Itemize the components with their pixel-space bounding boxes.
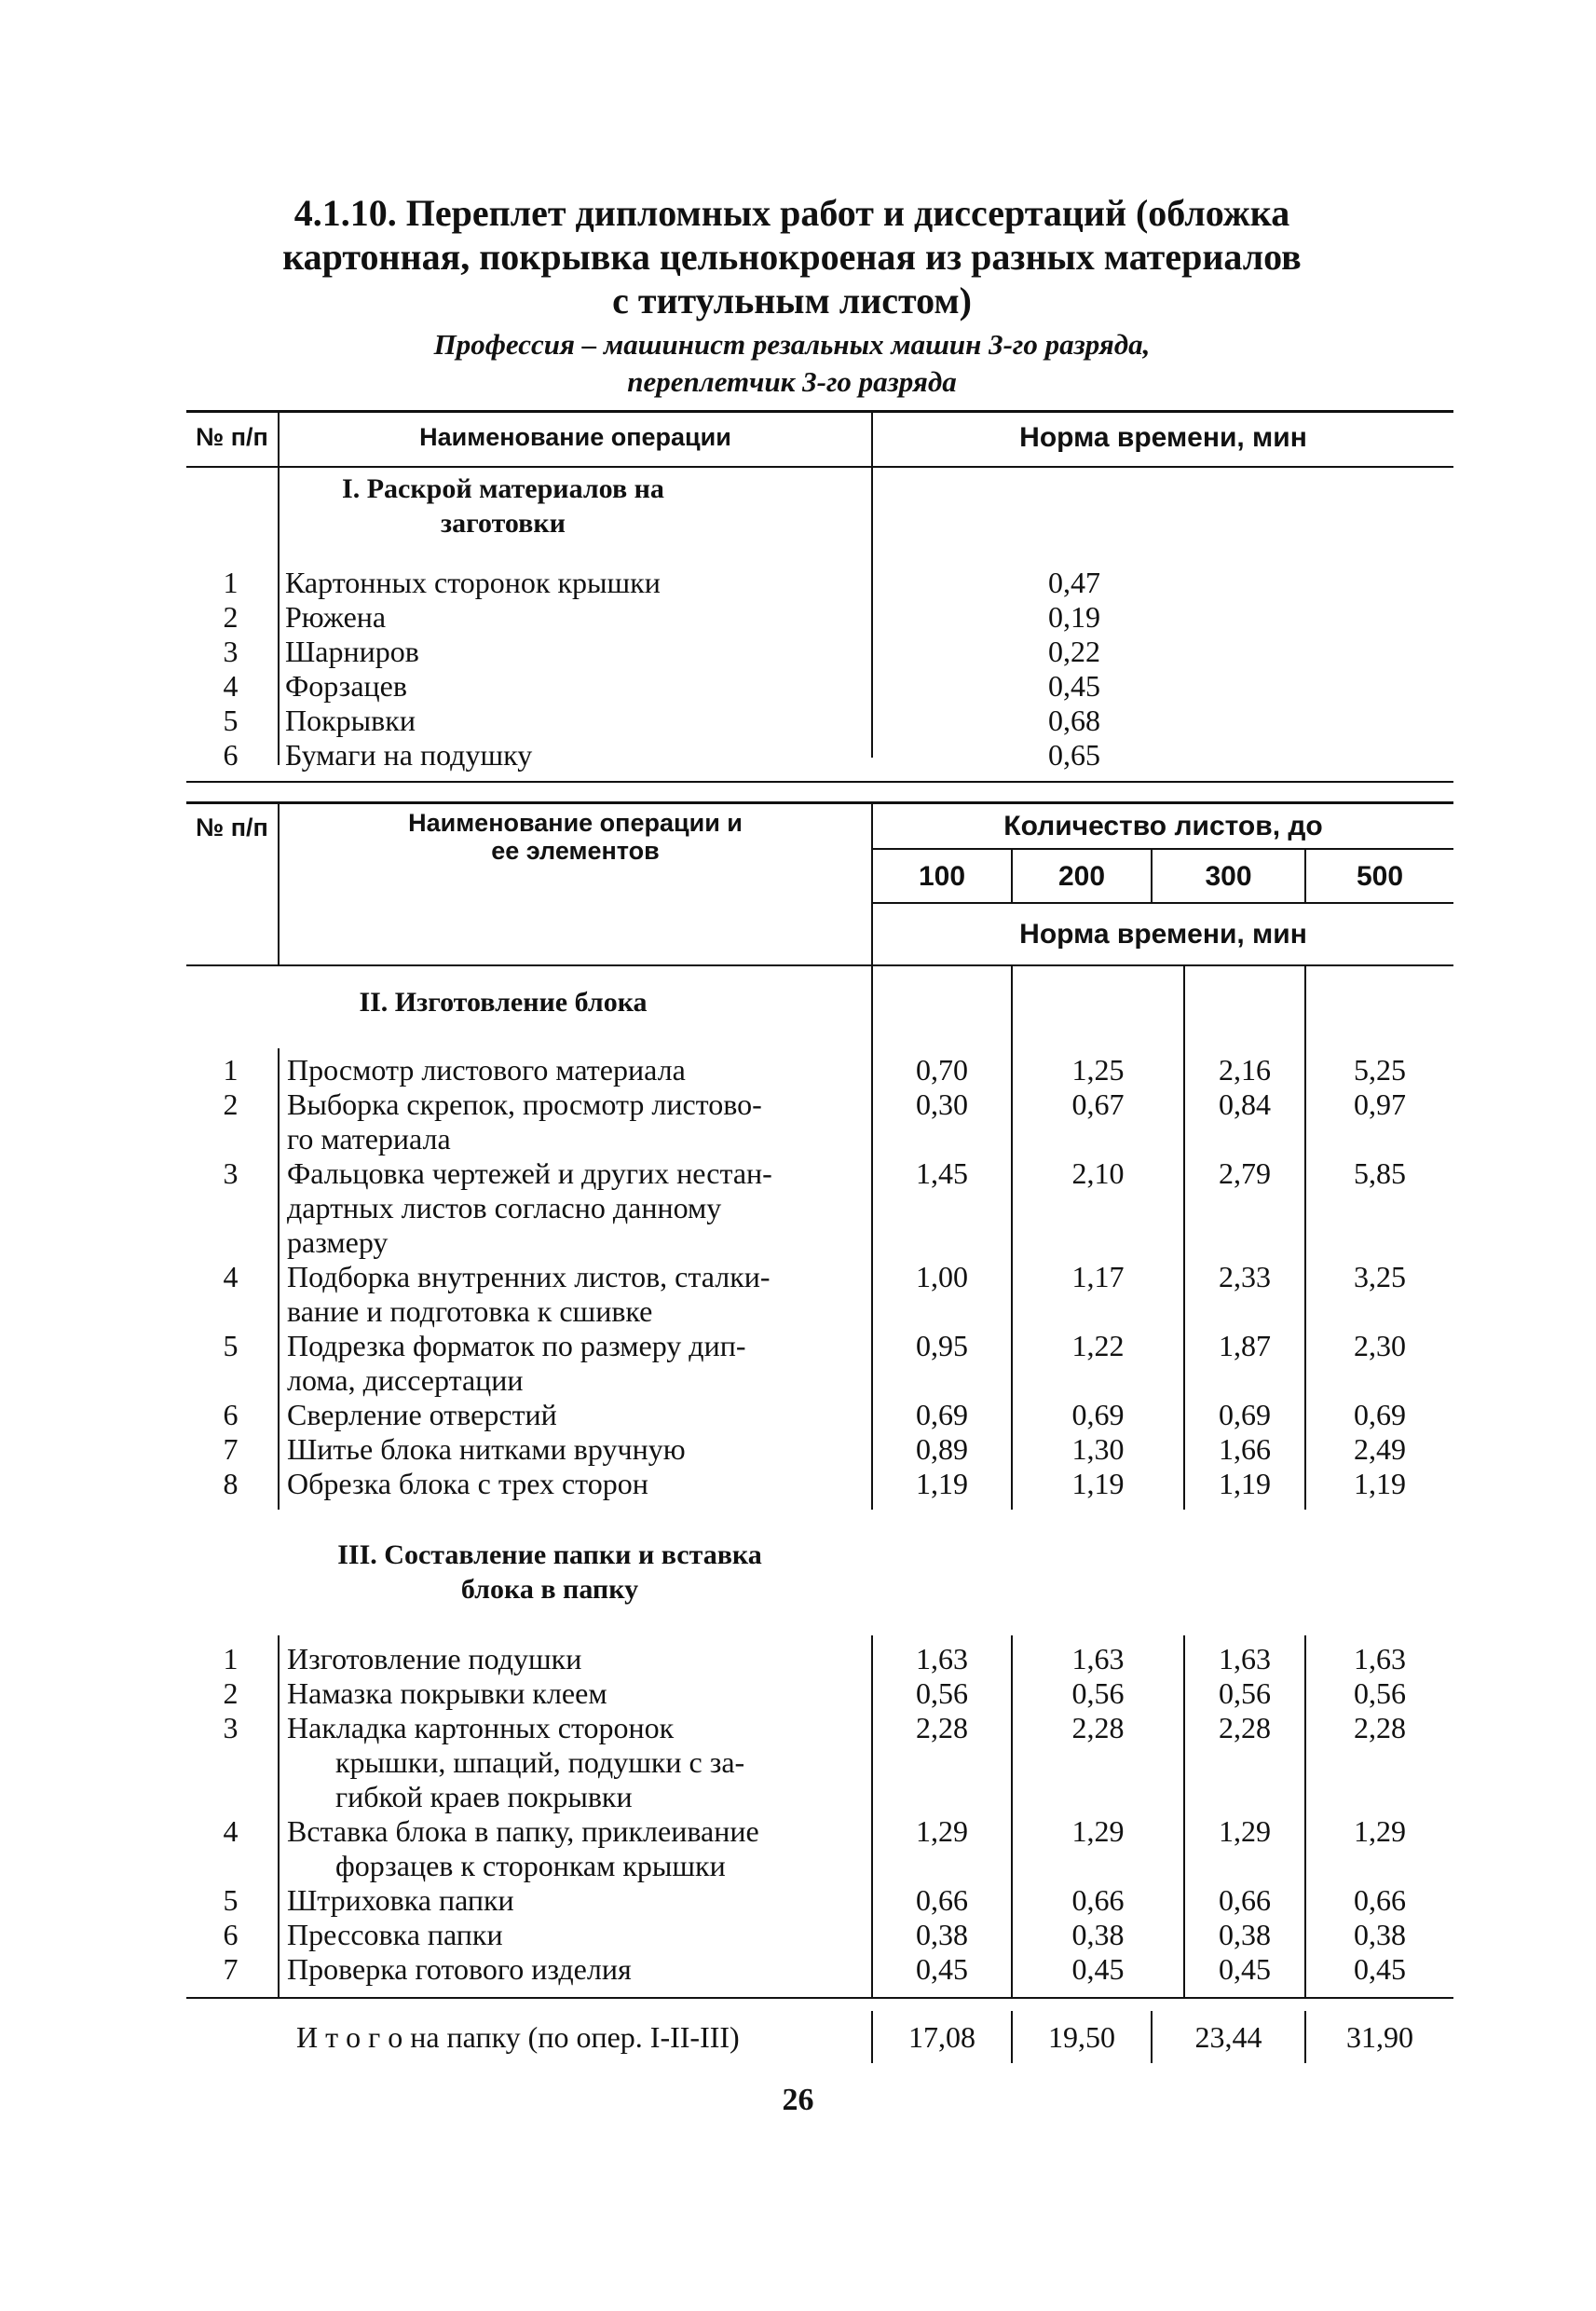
row-number: 1 — [223, 566, 239, 599]
norm-value: 1,45 — [916, 1156, 968, 1190]
row-number: 5 — [223, 704, 239, 737]
norm-value: 0,56 — [1219, 1676, 1271, 1710]
operation-name-line: лома, диссертации — [287, 1363, 524, 1397]
column-divider — [278, 411, 280, 765]
norm-value: 1,19 — [1219, 1467, 1271, 1500]
section-heading-line: III. Составление папки и вставка — [337, 1539, 762, 1570]
norm-value: 0,30 — [916, 1087, 968, 1121]
norm-value: 0,69 — [1071, 1398, 1125, 1431]
row-number: 3 — [223, 1156, 239, 1190]
total-value: 23,44 — [1194, 2020, 1262, 2054]
column-divider — [278, 1635, 280, 1997]
norm-value: 0,38 — [1071, 1918, 1125, 1951]
operation-name-line: гибкой краев покрывки — [335, 1780, 633, 1813]
operation-name-line: размеру — [287, 1225, 389, 1259]
row-number: 8 — [223, 1467, 239, 1500]
row-number: 4 — [223, 1260, 239, 1293]
row-number: 2 — [223, 1087, 239, 1121]
column-header-line: Наименование операции и — [408, 809, 743, 837]
column-header-300: 300 — [1205, 861, 1252, 892]
operation-name: Покрывки — [285, 704, 416, 737]
norm-value: 0,68 — [1048, 704, 1100, 737]
row-number: 2 — [223, 600, 239, 634]
norm-value: 5,85 — [1354, 1156, 1406, 1190]
norm-value: 1,19 — [1354, 1467, 1406, 1500]
row-number: 3 — [223, 635, 239, 668]
row-number: 6 — [223, 1918, 239, 1951]
section-heading-line: I. Раскрой материалов на — [342, 473, 664, 504]
total-value: 17,08 — [908, 2020, 975, 2054]
norm-value: 0,38 — [916, 1918, 968, 1951]
row-number: 7 — [223, 1952, 239, 1986]
norm-value: 1,00 — [916, 1260, 968, 1293]
column-header-200: 200 — [1057, 861, 1106, 892]
norm-value: 0,38 — [1354, 1918, 1406, 1951]
norm-value: 1,63 — [1354, 1642, 1406, 1675]
norm-value: 0,97 — [1354, 1087, 1406, 1121]
table-rule — [186, 410, 1453, 413]
operation-name-line: Сверление отверстий — [287, 1398, 557, 1431]
operation-name-line: Прессовка папки — [287, 1918, 503, 1951]
norm-value: 0,45 — [1048, 669, 1100, 703]
norm-value: 1,19 — [1071, 1467, 1125, 1500]
norm-value: 1,87 — [1219, 1329, 1271, 1362]
table-rule — [186, 801, 1453, 804]
operation-name-line: го материала — [287, 1122, 451, 1156]
norm-value: 0,69 — [1219, 1398, 1271, 1431]
operation-name: Рюжена — [285, 600, 387, 634]
row-number: 3 — [223, 1711, 239, 1744]
row-number: 4 — [223, 669, 239, 703]
section-heading — [280, 1538, 820, 1607]
page-title — [186, 191, 1398, 322]
total-value: 19,50 — [1048, 2020, 1115, 2054]
total-value: 31,90 — [1346, 2020, 1413, 2054]
operation-name-line: вание и подготовка к сшивке — [287, 1294, 653, 1328]
table-rule — [186, 781, 1453, 783]
operation-name-line: Обрезка блока с трех сторон — [287, 1467, 648, 1500]
row-number: 5 — [223, 1329, 239, 1362]
column-header-operation — [280, 809, 871, 865]
row-number: 2 — [223, 1676, 239, 1710]
norm-value: 1,17 — [1071, 1260, 1125, 1293]
norm-value: 0,66 — [1071, 1883, 1125, 1917]
row-number: 1 — [223, 1642, 239, 1675]
norm-value: 0,22 — [1048, 635, 1100, 668]
section-heading-line: заготовки — [441, 508, 566, 539]
norm-value: 2,10 — [1071, 1156, 1125, 1190]
operation-name-line: Подрезка форматок по размеру дип- — [287, 1329, 746, 1362]
operation-name-line: Фальцовка чертежей и других нестан- — [287, 1156, 772, 1190]
norm-value: 0,70 — [916, 1053, 968, 1087]
operation-name-line: Вставка блока в папку, приклеивание — [287, 1814, 759, 1848]
norm-value: 1,29 — [1354, 1814, 1406, 1848]
norm-value: 1,22 — [1071, 1329, 1125, 1362]
norm-value: 0,65 — [1048, 738, 1100, 772]
profession-caption — [186, 326, 1398, 401]
row-number: 1 — [223, 1053, 239, 1087]
total-label: И т о г о на папку (по опер. I-II-III) — [296, 2020, 740, 2054]
norm-value: 1,25 — [1071, 1053, 1125, 1087]
norm-value: 0,95 — [916, 1329, 968, 1362]
operation-name-line: Изготовление подушки — [287, 1642, 582, 1675]
section-heading — [280, 472, 727, 540]
norm-value: 0,45 — [916, 1952, 968, 1986]
norm-value: 0,67 — [1071, 1087, 1125, 1121]
table-rule — [186, 964, 1453, 966]
norm-value: 2,28 — [1219, 1711, 1271, 1744]
norm-value: 1,29 — [1219, 1814, 1271, 1848]
norm-value: 0,84 — [1219, 1087, 1271, 1121]
norm-value: 2,28 — [1354, 1711, 1406, 1744]
norm-value: 2,30 — [1354, 1329, 1406, 1362]
norm-value: 0,56 — [1071, 1676, 1125, 1710]
norm-value: 0,66 — [1219, 1883, 1271, 1917]
norm-value: 0,69 — [916, 1398, 968, 1431]
operation-name-line: Накладка картонных сторонок — [287, 1711, 675, 1744]
table-rule — [186, 1997, 1453, 1999]
title-line: 4.1.10. Переплет дипломных работ и диссертаций (обложка — [293, 192, 1290, 234]
norm-value: 1,29 — [1071, 1814, 1125, 1848]
operation-name-line: дартных листов согласно данному — [287, 1191, 722, 1224]
norm-value: 0,45 — [1071, 1952, 1125, 1986]
norm-value: 2,79 — [1219, 1156, 1271, 1190]
operation-name-line: Штриховка папки — [287, 1883, 514, 1917]
row-number: 6 — [223, 738, 239, 772]
norm-value: 2,28 — [916, 1711, 968, 1744]
column-header-norm: Норма времени, мин — [1019, 919, 1307, 950]
profession-line: Профессия – машинист резальных машин 3-го разряда, — [433, 328, 1151, 361]
section-heading-line: блока в папку — [460, 1574, 639, 1605]
column-divider — [871, 411, 873, 758]
operation-name-line: Проверка готового изделия — [287, 1952, 632, 1986]
operation-name-line: крышки, шпаций, подушки с за- — [335, 1745, 745, 1779]
table-rule — [186, 466, 1453, 468]
column-header-norm: Норма времени, мин — [1019, 422, 1307, 453]
section-heading: II. Изготовление блока — [359, 987, 648, 1018]
norm-value: 5,25 — [1354, 1053, 1406, 1087]
norm-value: 0,45 — [1219, 1952, 1271, 1986]
norm-value: 1,30 — [1071, 1432, 1125, 1466]
column-header-operation: Наименование операции — [419, 423, 731, 451]
row-number: 6 — [223, 1398, 239, 1431]
column-header-number: № п/п — [196, 423, 268, 451]
column-header-100: 100 — [918, 861, 966, 892]
norm-value: 1,63 — [1071, 1642, 1125, 1675]
norm-value: 0,38 — [1219, 1918, 1271, 1951]
norm-value: 2,49 — [1354, 1432, 1406, 1466]
norm-value: 2,33 — [1219, 1260, 1271, 1293]
norm-value: 1,66 — [1219, 1432, 1271, 1466]
norm-value: 1,29 — [916, 1814, 968, 1848]
norm-value: 1,63 — [916, 1642, 968, 1675]
operation-name-line: форзацев к сторонкам крышки — [335, 1849, 726, 1882]
norm-value: 0,66 — [1354, 1883, 1406, 1917]
operation-name-line: Намазка покрывки клеем — [287, 1676, 607, 1710]
operation-name: Шарниров — [285, 635, 419, 668]
operation-name-line: Шитье блока нитками вручную — [287, 1432, 686, 1466]
page-number: 26 — [782, 2083, 814, 2117]
norm-value: 0,19 — [1048, 600, 1100, 634]
norm-value: 3,25 — [1354, 1260, 1406, 1293]
norm-value: 0,56 — [1354, 1676, 1406, 1710]
operation-name: Картонных сторонок крышки — [285, 566, 661, 599]
row-number: 5 — [223, 1883, 239, 1917]
norm-value: 1,63 — [1219, 1642, 1271, 1675]
norm-value: 2,16 — [1219, 1053, 1271, 1087]
norm-value: 0,89 — [916, 1432, 968, 1466]
norm-value: 0,66 — [916, 1883, 968, 1917]
operation-name: Бумаги на подушку — [285, 738, 533, 772]
column-header-500: 500 — [1356, 861, 1404, 892]
operation-name-line: Выборка скрепок, просмотр листово- — [287, 1087, 762, 1121]
operation-name-line: Подборка внутренних листов, сталки- — [287, 1260, 771, 1293]
column-header-line: ее элементов — [491, 837, 660, 865]
row-number: 4 — [223, 1814, 239, 1848]
column-header-quantity: Количество листов, до — [1003, 811, 1323, 841]
operation-name: Форзацев — [285, 669, 407, 703]
title-line: картонная, покрывка цельнокроеная из разных материалов — [282, 236, 1302, 278]
table-rule — [871, 848, 1453, 850]
norm-value: 0,47 — [1048, 566, 1100, 599]
norm-value: 0,69 — [1354, 1398, 1406, 1431]
column-header-number: № п/п — [196, 814, 268, 841]
table-rule — [871, 902, 1453, 904]
norm-value: 0,45 — [1354, 1952, 1406, 1986]
operation-name-line: Просмотр листового материала — [287, 1053, 686, 1087]
profession-line: переплетчик 3-го разряда — [627, 365, 957, 398]
norm-value: 1,19 — [916, 1467, 968, 1500]
row-number: 7 — [223, 1432, 239, 1466]
norm-value: 0,56 — [916, 1676, 968, 1710]
column-divider — [278, 1048, 280, 1510]
title-line: с титульным листом) — [612, 280, 972, 321]
norm-value: 2,28 — [1071, 1711, 1125, 1744]
